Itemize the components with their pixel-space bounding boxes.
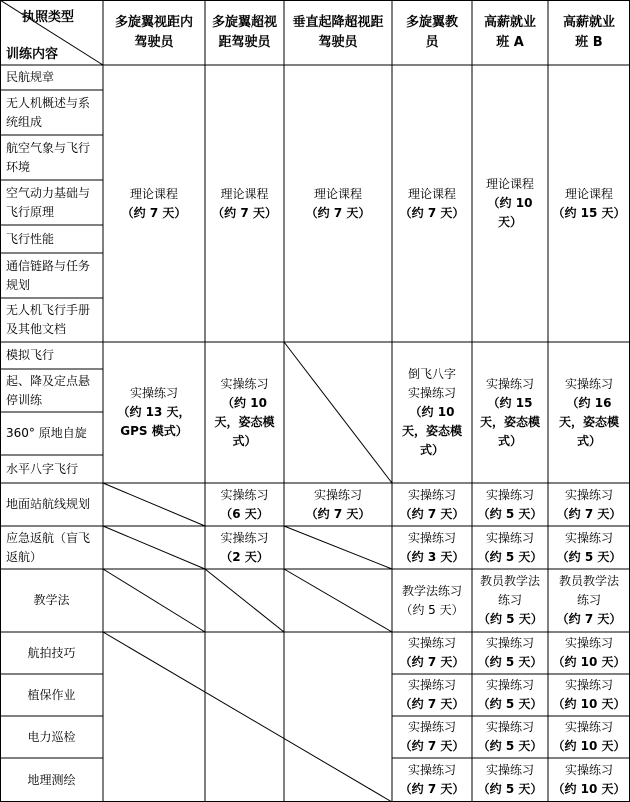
row-label: 教学法 bbox=[33, 593, 70, 607]
header-col-2: 多旋翼超视距驾驶员 bbox=[211, 14, 277, 50]
theory-cell-3: 理论课程 （约 7 天） bbox=[305, 186, 371, 220]
theory-cell-4: 理论课程 （约 7 天） bbox=[399, 186, 465, 220]
return-cell-5: 实操练习 （约 5 天） bbox=[477, 530, 543, 564]
return-cell-6: 实操练习 （约 5 天） bbox=[556, 530, 622, 564]
theory-cell-5: 理论课程 （约 10 天） bbox=[486, 177, 535, 229]
teach-cell-4: 教学法练习（约 5 天） bbox=[400, 583, 464, 617]
row-label: 应急返航（盲飞返航） bbox=[6, 530, 91, 564]
row-label: 地理测绘 bbox=[27, 772, 76, 787]
row-label: 通信链路与任务规划 bbox=[6, 258, 91, 292]
row-label: 电力巡检 bbox=[27, 729, 76, 744]
station-cell-5: 实操练习 （约 5 天） bbox=[477, 487, 543, 521]
header-col-1: 多旋翼视距内驾驶员 bbox=[114, 14, 193, 50]
practice-cell-6: 实操练习 （约 16 天，姿态模式） bbox=[558, 376, 619, 448]
practice-cell-2: 实操练习 （约 10 天，姿态模式） bbox=[214, 376, 275, 448]
header-col-6: 高薪就业班 B bbox=[562, 14, 615, 50]
practice-cell-5: 实操练习 （约 15 天，姿态模式） bbox=[479, 376, 540, 448]
row-label: 模拟飞行 bbox=[6, 348, 55, 362]
station-cell-4: 实操练习 （约 7 天） bbox=[399, 487, 465, 521]
power-cell-4: 实操练习 （约 7 天） bbox=[399, 720, 465, 753]
row-label: 360° 原地自旋 bbox=[6, 426, 87, 440]
row-label: 起、降及定点悬停训练 bbox=[6, 373, 91, 407]
aerial-cell-5: 实操练习 （约 5 天） bbox=[477, 636, 543, 669]
row-label: 空气动力基础与飞行原理 bbox=[6, 185, 91, 219]
practice-cell-4: 倒飞八字 实操练习 （约 10 天，姿态模式） bbox=[401, 367, 462, 457]
theory-cell-1: 理论课程 （约 7 天） bbox=[121, 186, 187, 220]
row-label: 航拍技巧 bbox=[27, 645, 76, 660]
header-col-4: 多旋翼教员 bbox=[405, 14, 458, 50]
plant-cell-4: 实操练习 （约 7 天） bbox=[399, 678, 465, 711]
return-cell-4: 实操练习 （约 3 天） bbox=[399, 530, 465, 564]
plant-cell-5: 实操练习 （约 5 天） bbox=[477, 678, 543, 711]
aerial-cell-4: 实操练习 （约 7 天） bbox=[399, 636, 465, 669]
aerial-cell-6: 实操练习 （约 10 天） bbox=[552, 636, 626, 669]
theory-cell-2: 理论课程 （约 7 天） bbox=[212, 186, 277, 220]
survey-cell-5: 实操练习 （约 5 天） bbox=[477, 763, 543, 796]
row-label: 航空气象与飞行环境 bbox=[6, 140, 91, 174]
row-label: 水平八字飞行 bbox=[6, 461, 79, 476]
theory-cell-6: 理论课程 （约 15 天） bbox=[552, 186, 626, 220]
header-corner-bottom: 训练内容 bbox=[6, 47, 59, 62]
power-cell-5: 实操练习 （约 5 天） bbox=[477, 720, 543, 753]
row-label: 无人机飞行手册及其他文档 bbox=[6, 303, 91, 336]
teach-cell-6: 教员教学法练习 （约 7 天） bbox=[556, 574, 622, 626]
practice-cell-1: 实操练习 （约 13 天，GPS 模式） bbox=[117, 386, 191, 438]
row-label: 植保作业 bbox=[27, 687, 76, 702]
header-col-3: 垂直起降超视距驾驶员 bbox=[292, 14, 384, 50]
header-col-5: 高薪就业班 A bbox=[483, 14, 536, 50]
header-corner-top: 执照类型 bbox=[22, 10, 75, 25]
row-label: 民航规章 bbox=[6, 70, 55, 84]
station-cell-2: 实操练习 （6 天） bbox=[220, 487, 269, 521]
teach-cell-5: 教员教学法练习 （约 5 天） bbox=[478, 574, 543, 626]
plant-cell-6: 实操练习 （约 10 天） bbox=[552, 678, 626, 711]
power-cell-6: 实操练习 （约 10 天） bbox=[552, 720, 626, 753]
survey-cell-6: 实操练习 （约 10 天） bbox=[552, 763, 626, 796]
station-cell-6: 实操练习 （约 7 天） bbox=[556, 487, 622, 521]
row-label: 无人机概述与系统组成 bbox=[6, 95, 91, 129]
row-label: 地面站航线规划 bbox=[6, 497, 91, 511]
return-cell-2: 实操练习 （2 天） bbox=[220, 530, 269, 564]
station-cell-3: 实操练习 （约 7 天） bbox=[305, 487, 371, 521]
row-label: 飞行性能 bbox=[6, 231, 55, 246]
survey-cell-4: 实操练习 （约 7 天） bbox=[399, 763, 465, 796]
